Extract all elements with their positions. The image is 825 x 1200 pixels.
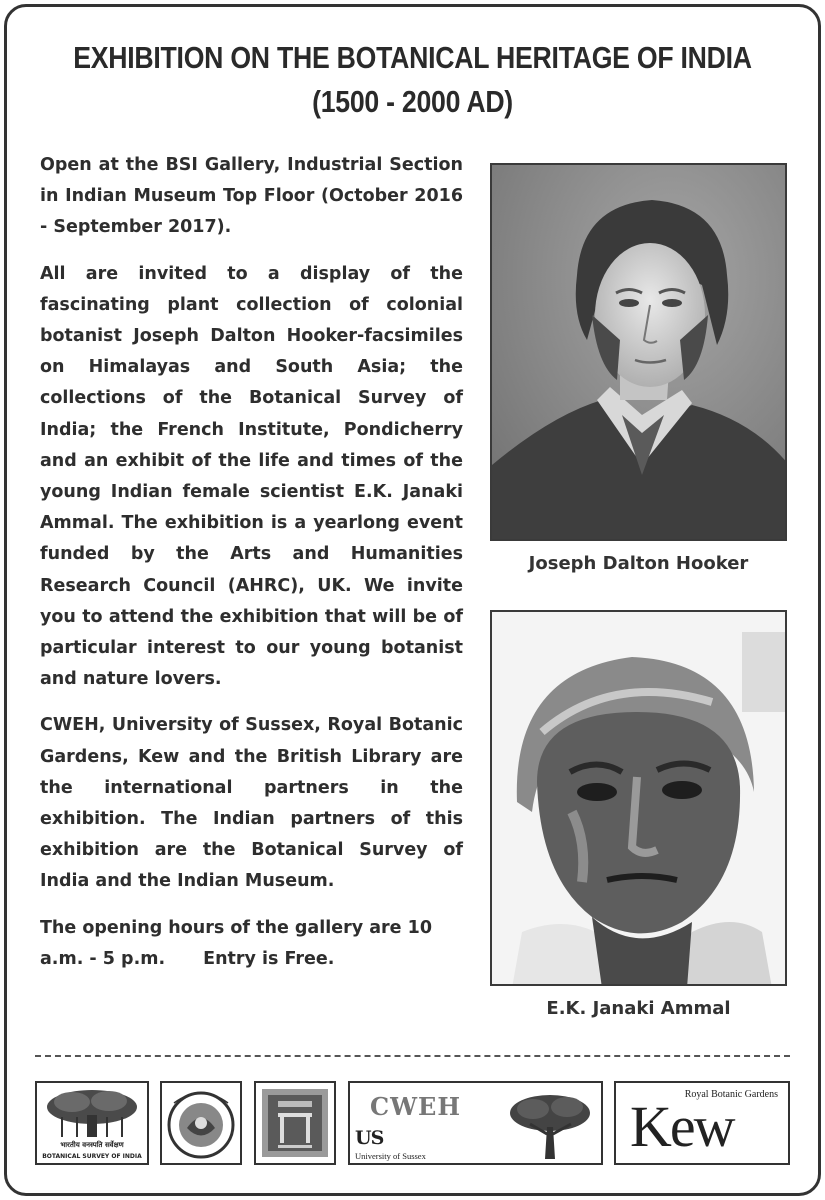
hooker-caption: Joseph Dalton Hooker (528, 553, 749, 574)
bsi-hindi-name: भारतीय वनस्पति सर्वेक्षण (60, 1141, 124, 1149)
nature-emblem-logo (160, 1081, 242, 1165)
indian-museum-logo (254, 1081, 336, 1165)
title-line-1: EXHIBITION ON THE BOTANICAL HERITAGE OF INDIA (73, 40, 752, 75)
opening-hours: The opening hours of the gallery are 10 a.m. - 5 p.m. (40, 917, 432, 969)
cweh-wordmark: CWEH (370, 1092, 462, 1121)
janaki-portrait-illustration (492, 612, 787, 986)
hooker-portrait (490, 163, 787, 541)
entry-free: Entry is Free. (203, 948, 335, 969)
banyan-tree-icon (37, 1087, 147, 1139)
dashed-divider (35, 1055, 790, 1057)
paragraph-hours (40, 913, 463, 975)
museum-emblem-icon (256, 1083, 334, 1163)
sussex-mark: US (355, 1127, 384, 1149)
tree-icon (505, 1089, 595, 1159)
bsi-english-name: BOTANICAL SURVEY OF INDIA (42, 1153, 142, 1160)
body-text (40, 150, 463, 990)
page-title (58, 36, 768, 124)
bsi-logo (35, 1081, 149, 1165)
janaki-portrait (490, 610, 787, 986)
paragraph-invitation: All are invited to a display of the fascinating plant collection of colonial botanist Joseph Dalton Hooker-facsimiles on Himalayas and South Asia; the collections of the Botanical Survey of India; the French Institute, Pondicherry and an exhibit of the life and times of the young Indian female scientist E.K. Janaki Ammal. The exhibition is a yearlong event funded by the Arts and Humanities Research Council (AHRC), UK. We invite you to attend the exhibition that will be of particular interest to our young botanist and nature lovers. (40, 263, 463, 690)
kew-logo (614, 1081, 790, 1165)
kew-wordmark: Kew (630, 1094, 734, 1159)
paragraph-partners: CWEH, University of Sussex, Royal Botanic Gardens, Kew and the British Library are the international partners in the exhibition. The Indian partners of this exhibition are the Botanical Survey of India and the Indian Museum. (40, 715, 463, 892)
janaki-caption: E.K. Janaki Ammal (546, 998, 731, 1019)
sussex-name: University of Sussex (355, 1151, 426, 1161)
title-line-2: (1500 - 2000 AD) (312, 84, 513, 119)
kew-subtitle: Royal Botanic Gardens (684, 1089, 778, 1100)
paragraph-venue: Open at the BSI Gallery, Industrial Section in Indian Museum Top Floor (October 2016 - September 2017). (40, 155, 463, 238)
hooker-portrait-illustration (492, 165, 787, 541)
cweh-sussex-logo (348, 1081, 603, 1165)
nature-emblem-icon (162, 1083, 240, 1163)
